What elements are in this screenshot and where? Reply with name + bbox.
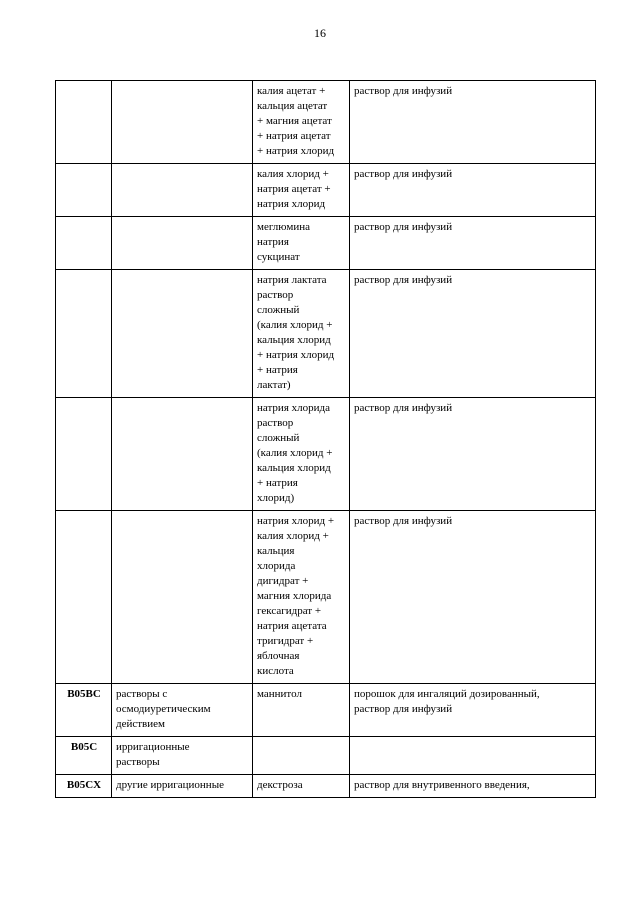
substance-cell: калия хлорид + натрия ацетат + натрия хлорид <box>253 164 350 217</box>
drug-table <box>55 80 596 798</box>
atc-group-cell <box>112 217 253 270</box>
page-number: 16 <box>314 26 326 40</box>
table-row <box>56 270 596 398</box>
atc-group-cell <box>112 511 253 684</box>
atc-code-cell: B05BC <box>56 684 112 737</box>
atc-code-cell <box>56 270 112 398</box>
substance-cell: маннитол <box>253 684 350 737</box>
dosage-form-cell: раствор для инфузий <box>350 164 596 217</box>
substance-cell: меглюмина натрия сукцинат <box>253 217 350 270</box>
table-row <box>56 511 596 684</box>
table-row <box>56 81 596 164</box>
table-row <box>56 398 596 511</box>
dosage-form-cell: раствор для инфузий <box>350 511 596 684</box>
substance-cell: декстроза <box>253 775 350 798</box>
table-row <box>56 164 596 217</box>
atc-code-cell <box>56 217 112 270</box>
atc-group-cell: растворы с осмодиуретическим действием <box>112 684 253 737</box>
atc-code-cell <box>56 398 112 511</box>
dosage-form-cell: раствор для инфузий <box>350 398 596 511</box>
dosage-form-cell: раствор для инфузий <box>350 81 596 164</box>
substance-cell <box>253 737 350 775</box>
atc-code-cell <box>56 511 112 684</box>
table-row <box>56 217 596 270</box>
atc-code-cell <box>56 164 112 217</box>
atc-group-cell <box>112 398 253 511</box>
atc-group-cell: ирригационные растворы <box>112 737 253 775</box>
substance-cell: натрия хлорид + калия хлорид + кальция хлорида дигидрат + магния хлорида гексагидрат + натрия ацетата тригидрат + яблочная кислота <box>253 511 350 684</box>
atc-code-cell <box>56 81 112 164</box>
table-row <box>56 775 596 798</box>
table-row <box>56 684 596 737</box>
substance-cell: натрия лактата раствор сложный (калия хлорид + кальция хлорид + натрия хлорид + натрия лактат) <box>253 270 350 398</box>
dosage-form-cell: раствор для внутривенного введения, <box>350 775 596 798</box>
atc-group-cell: другие ирригационные <box>112 775 253 798</box>
table-row <box>56 737 596 775</box>
dosage-form-cell: порошок для ингаляций дозированный, раствор для инфузий <box>350 684 596 737</box>
atc-group-cell <box>112 164 253 217</box>
atc-code-cell: B05C <box>56 737 112 775</box>
atc-code-cell: B05CX <box>56 775 112 798</box>
atc-group-cell <box>112 81 253 164</box>
substance-cell: натрия хлорида раствор сложный (калия хлорид + кальция хлорид + натрия хлорид) <box>253 398 350 511</box>
dosage-form-cell <box>350 737 596 775</box>
atc-group-cell <box>112 270 253 398</box>
dosage-form-cell: раствор для инфузий <box>350 270 596 398</box>
substance-cell: калия ацетат + кальция ацетат + магния ацетат + натрия ацетат + натрия хлорид <box>253 81 350 164</box>
dosage-form-cell: раствор для инфузий <box>350 217 596 270</box>
